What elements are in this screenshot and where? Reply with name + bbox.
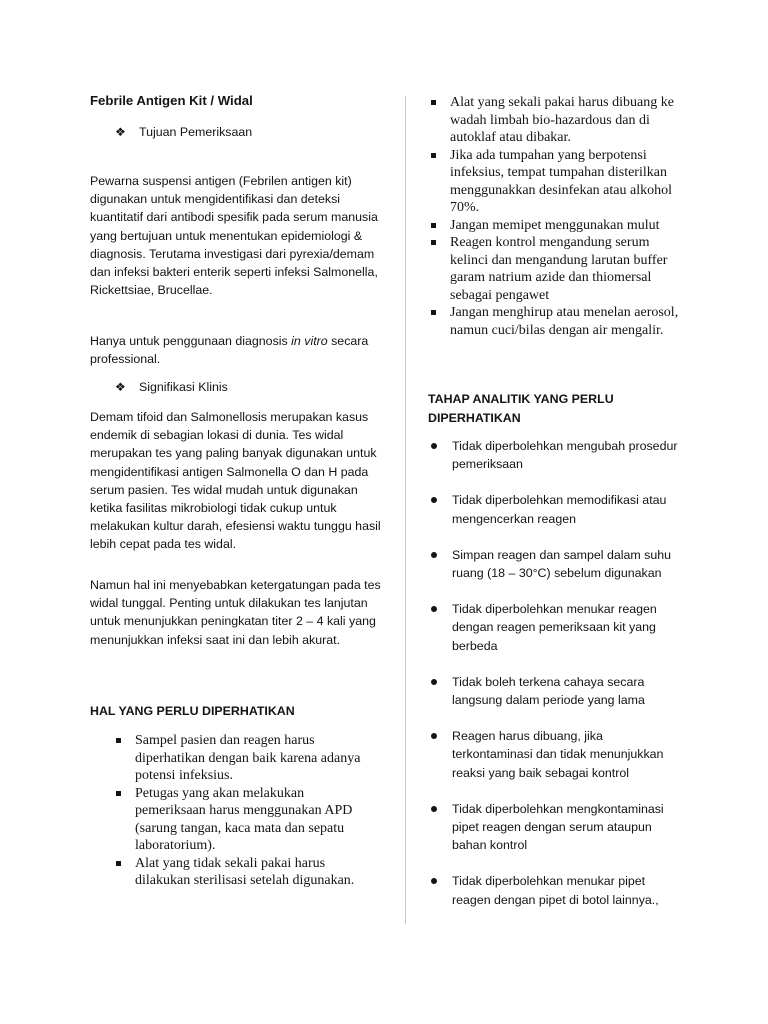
list-item: Sampel pasien dan reagen harus diperhatikan dengan baik karena adanya potensi infeksius. [113, 732, 363, 785]
analytic-list [428, 437, 684, 927]
list-item: Tidak diperbolehkan mengubah prosedur pemeriksaan [428, 437, 684, 473]
list-item: Simpan reagen dan sampel dalam suhu ruang (18 – 30°C) sebelum digunakan [428, 546, 684, 582]
list-item: Reagen kontrol mengandung serum kelinci dan mengandung larutan buffer garam natrium azide dan thiomersal sebagai pengawet [428, 234, 690, 304]
list-item: Reagen harus dibuang, jika terkontaminasi dan tidak menunjukkan reaksi yang baik sebagai kontrol [428, 727, 684, 782]
paragraph-in-vitro [90, 332, 382, 368]
list-item: Jika ada tumpahan yang berpotensi infeksius, tempat tumpahan disterilkan menggunakkan desinfekan atau alkohol 70%. [428, 147, 690, 217]
in-vitro-italic: in vitro [291, 334, 328, 348]
list-item: Alat yang tidak sekali pakai harus dilakukan sterilisasi setelah digunakan. [113, 855, 363, 890]
list-item: Jangan memipet menggunakan mulut [428, 217, 690, 235]
list-item: Petugas yang akan melakukan pemeriksaan harus menggunakan APD (sarung tangan, kaca mata dan sepatu laboratorium). [113, 785, 363, 855]
diamond-bullet-icon: ❖ [115, 380, 126, 394]
in-vitro-suffix: secara professional. [90, 334, 369, 367]
list-item: Tidak diperbolehkan memodifikasi atau mengencerkan reagen [428, 491, 684, 527]
paragraph-purpose: Pewarna suspensi antigen (Febrilen antigen kit) digunakan untuk mengidentifikasi dan deteksi kuantitatif dari antibodi spesifik pada serum manusia yang bertujuan untuk menentukan epidemiologi & diagnosis. Terutama investigasi dari pyrexia/demam dan infeksi bakteri enterik seperti infeksi Salmonella, Rickettsiae, Brucellae. [90, 174, 378, 298]
section-heading-tujuan [115, 125, 375, 143]
diamond-bullet-icon: ❖ [115, 125, 126, 139]
in-vitro-prefix: Hanya untuk penggunaan diagnosis [90, 334, 292, 348]
list-item: Tidak diperbolehkan menukar reagen dengan reagen pemeriksaan kit yang berbeda [428, 600, 684, 655]
list-item: Tidak diperbolehkan mengkontaminasi pipet reagen dengan serum ataupun bahan kontrol [428, 800, 684, 855]
document-title: Febrile Antigen Kit / Widal [90, 93, 253, 108]
list-item: Alat yang sekali pakai harus dibuang ke wadah limbah bio-hazardous dan di autoklaf atau dibakar. [428, 94, 690, 147]
paragraph-clinical: Demam tifoid dan Salmonellosis merupakan kasus endemik di sebagian lokasi di dunia. Tes widal merupakan tes yang paling banyak digunakan untuk mengidentifikasi antigen Salmonella O dan H pada serum pasien. Tes widal mudah untuk digunakan ketika fasilitas mikrobiologi tidak cukup untuk melakukan kultur darah, efesiensi waktu tunggu hasil lebih cepat pada tes widal. [90, 410, 381, 552]
section-heading-label: Tujuan Pemeriksaan [139, 125, 253, 139]
section-heading-signifikasi [115, 380, 375, 398]
precautions-list-continued [428, 94, 690, 339]
section-heading-analytic: TAHAP ANALITIK YANG PERLU DIPERHATIKAN [428, 392, 614, 425]
list-item: Tidak boleh terkena cahaya secara langsung dalam periode yang lama [428, 673, 684, 709]
section-heading-label: Signifikasi Klinis [139, 380, 228, 394]
paragraph-follow-up: Namun hal ini menyebabkan ketergatungan pada tes widal tunggal. Penting untuk dilakukan tes lanjutan untuk menunjukkan peningkatan titer 2 – 4 kali yang menunjukkan infeksi saat ini dan lebih akurat. [90, 578, 381, 647]
precautions-list [113, 732, 363, 890]
list-item: Tidak diperbolehkan menukar pipet reagen dengan pipet di botol lainnya., [428, 872, 684, 908]
list-item: Jangan menghirup atau menelan aerosol, namun cuci/bilas dengan air mengalir. [428, 304, 690, 339]
column-divider [405, 96, 406, 924]
section-heading-precautions: HAL YANG PERLU DIPERHATIKAN [90, 704, 295, 718]
